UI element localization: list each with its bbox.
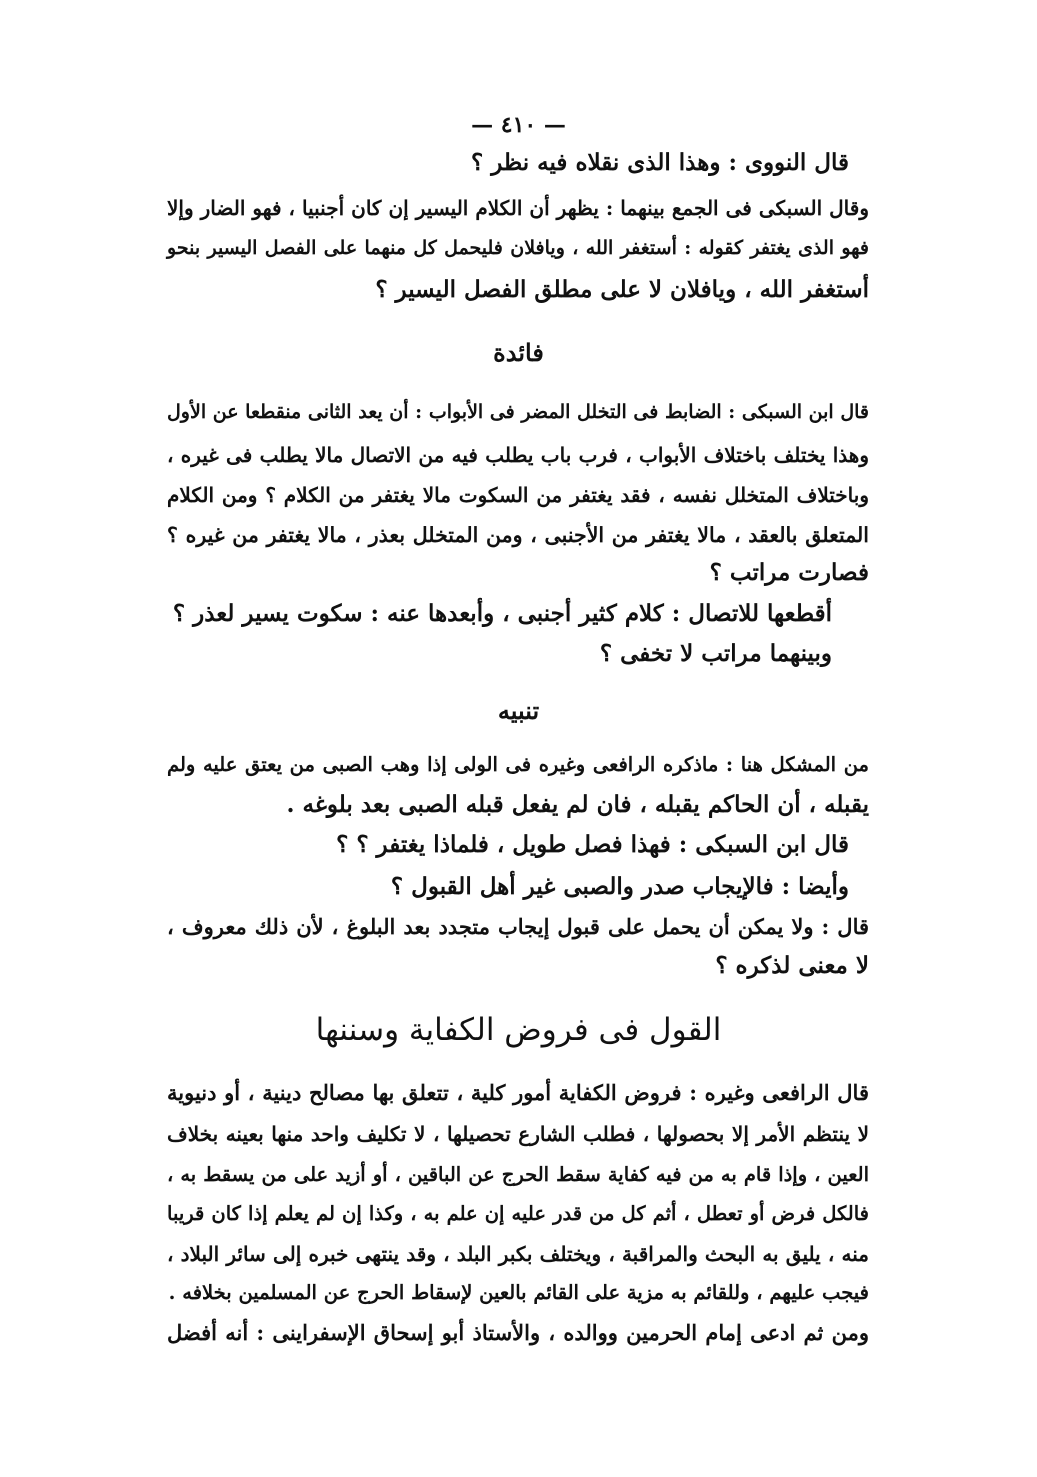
text-line: فالكل فرض أو تعطل ، أثم كل من قدر عليه إن علم به ، وكذا إن لم يعلم إذا كان قريبا bbox=[167, 1202, 869, 1225]
text-line: قال النووى : وهذا الذى نقلاه فيه نظر ؟ bbox=[470, 149, 849, 176]
text-line: ومن ثم ادعى إمام الحرمين ووالده ، والأستاذ أبو إسحاق الإسفراينى : أنه أفضل bbox=[167, 1320, 869, 1345]
text-line: أستغفر الله ، ويافلان لا على مطلق الفصل اليسير ؟ bbox=[375, 276, 869, 303]
text-line: فهو الذى يغتفر كقوله : أستغفر الله ، ويافلان فليحمل كل منهما على الفصل اليسير بنحو bbox=[167, 237, 869, 259]
section-heading-faida: فائدة bbox=[493, 338, 544, 367]
quote-line: وبينهما مراتب لا تخفى ؟ bbox=[599, 640, 832, 667]
chapter-heading: القول فى فروض الكفاية وسننها bbox=[315, 1012, 722, 1048]
text-line: قال الرافعى وغيره : فروض الكفاية أمور كلية ، تتعلق بها مصالح دينية ، أو دنيوية bbox=[167, 1080, 869, 1105]
text-line: لا معنى لذكره ؟ bbox=[715, 952, 869, 979]
text-line: يقبله ، أن الحاكم يقبله ، فان لم يفعل قبله الصبى بعد بلوغه . bbox=[286, 791, 869, 818]
text-line: من المشكل هنا : ماذكره الرافعى وغيره فى الولى إذا وهب الصبى من يعتق عليه ولم bbox=[167, 753, 869, 776]
text-line: العين ، وإذا قام به من فيه كفاية سقط الحرج عن الباقين ، أو أزيد على من يسقط به ، bbox=[167, 1163, 869, 1186]
text-line: وباختلاف المتخلل نفسه ، فقد يغتفر من السكوت مالا يغتفر من الكلام ؟ ومن الكلام bbox=[167, 483, 869, 507]
section-heading-tanbih: تنبيه bbox=[497, 696, 540, 725]
page-number: — ٤١٠ — bbox=[471, 112, 566, 138]
text-line: وهذا يختلف باختلاف الأبواب ، فرب باب يطلب فيه من الاتصال مالا يطلب فى غيره ، bbox=[167, 443, 869, 467]
text-line: منه ، يليق به البحث والمراقبة ، ويختلف بكبر البلد ، وقد ينتهى خبره إلى سائر البلاد ، bbox=[167, 1242, 869, 1266]
text-line: قال ابن السبكى : الضابط فى التخلل المضر فى الأبواب : أن يعد الثانى منقطعا عن الأول bbox=[167, 401, 869, 423]
quote-line: أقطعها للاتصال : كلام كثير أجنبى ، وأبعدها عنه : سكوت يسير لعذر ؟ bbox=[172, 600, 832, 627]
text-line: وأيضا : فالإيجاب صدر والصبى غير أهل القبول ؟ bbox=[390, 873, 849, 900]
text-line: فصارت مراتب ؟ bbox=[709, 559, 869, 586]
text-line: لا ينتظم الأمر إلا بحصولها ، فطلب الشارع تحصيلها ، لا تكليف واحد منها بعينه بخلاف bbox=[167, 1122, 869, 1146]
text-line: المتعلق بالعقد ، مالا يغتفر من الأجنبى ، ومن المتخلل بعذر ، مالا يغتفر من غيره ؟ bbox=[167, 523, 869, 547]
text-line: فيجب عليهم ، وللقائم به مزية على القائم بالعين لإسقاط الحرج عن المسلمين بخلافه . bbox=[168, 1281, 869, 1304]
text-line: قال : ولا يمكن أن يحمل على قبول إيجاب متجدد بعد البلوغ ، لأن ذلك معروف ، bbox=[167, 914, 869, 939]
text-line: وقال السبكى فى الجمع بينهما : يظهر أن الكلام اليسير إن كان أجنبيا ، فهو الضار وإلا bbox=[167, 196, 869, 220]
text-line: قال ابن السبكى : فهذا فصل طويل ، فلماذا يغتفر ؟ ؟ bbox=[336, 831, 849, 858]
